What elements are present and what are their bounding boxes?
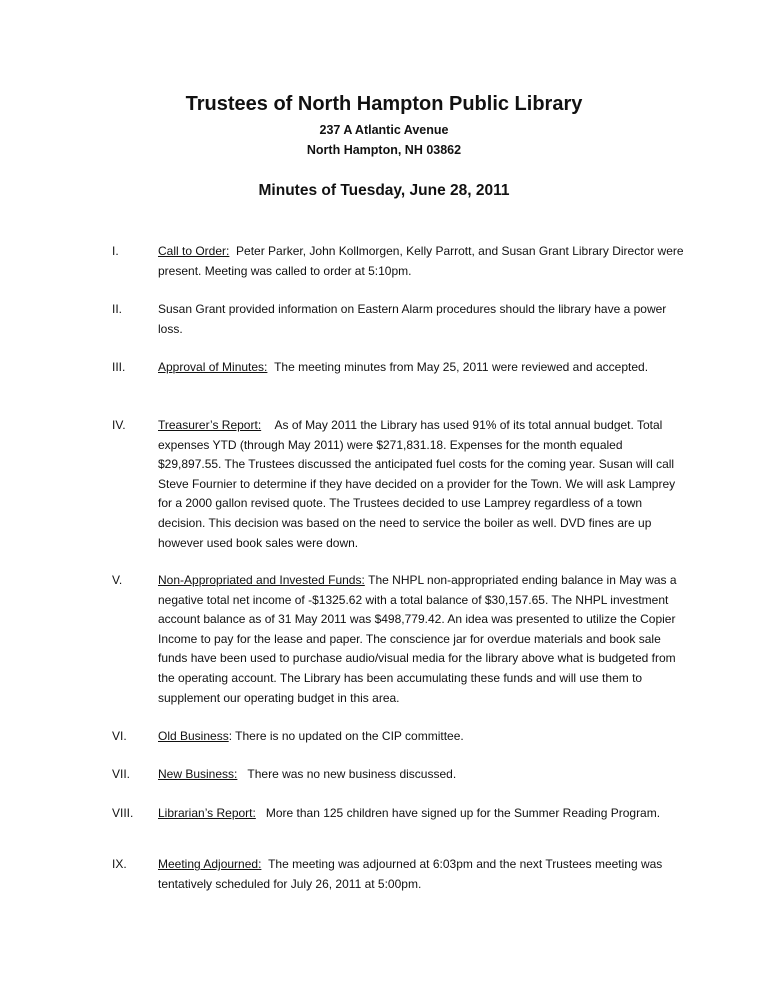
address-line-1: 237 A Atlantic Avenue (319, 123, 449, 137)
item-heading: Librarian’s Report: (158, 806, 256, 820)
item-heading: Non-Appropriated and Invested Funds: (158, 573, 365, 587)
item-numeral: VII. (112, 767, 131, 781)
item-body (158, 300, 688, 339)
item-text: There was no new business discussed. (247, 767, 457, 781)
item-numeral: VIII. (112, 806, 134, 820)
item-text: The meeting was adjourned at 6:03pm and the next Trustees meeting was tentatively scheduled for July 26, 2011 at 5:00pm. (158, 857, 663, 891)
item-heading: Old Business (158, 729, 229, 743)
item-body (158, 358, 688, 378)
item-text: Susan Grant provided information on Eastern Alarm procedures should the library have a power loss. (158, 302, 667, 336)
item-text: As of May 2011 the Library has used 91% of its total annual budget. Total expenses YTD (through May 2011) were $271,831.18. Expenses for the month equaled $29,897.55. The Trustees discussed the anticipated fuel costs for the coming year. Susan will call Steve Fournier to determine if they have decided on a provider for the Town. We will ask Lamprey for a 2000 gallon revised quote. The Trustees decided to use Lamprey regardless of a town decision. This decision was based on the need to service the boiler as well. DVD fines are up however used book sales were down. (158, 418, 676, 550)
minutes-title: Minutes of Tuesday, June 28, 2011 (258, 182, 510, 199)
item-heading: Call to Order: (158, 244, 230, 258)
item-body (158, 571, 688, 708)
item-heading: New Business: (158, 767, 238, 781)
document-title: Trustees of North Hampton Public Library (185, 93, 583, 115)
item-body (158, 416, 688, 553)
item-body (158, 855, 688, 894)
item-body (158, 804, 688, 824)
item-numeral: I. (112, 244, 119, 258)
item-numeral: III. (112, 360, 126, 374)
item-text: The meeting minutes from May 25, 2011 were reviewed and accepted. (274, 360, 649, 374)
item-heading: Approval of Minutes: (158, 360, 268, 374)
item-numeral: IX. (112, 857, 127, 871)
item-text: Peter Parker, John Kollmorgen, Kelly Parrott, and Susan Grant Library Director were present. Meeting was called to order at 5:10pm. (158, 244, 684, 278)
item-text: More than 125 children have signed up for the Summer Reading Program. (265, 806, 661, 820)
item-heading: Meeting Adjourned: (158, 857, 262, 871)
item-body (158, 242, 688, 281)
item-numeral: VI. (112, 729, 127, 743)
item-body (158, 765, 688, 785)
item-text: The NHPL non-appropriated ending balance in May was a negative total net income of -$1325.62 with a total balance of $30,157.65. The NHPL investment account balance as of 31 May 2011 was $498,779.42. An idea was presented to utilize the Copier Income to pay for the lease and paper. The conscience jar for overdue materials and book sale funds have been used to purchase audio/visual media for the library above what is budgeted from the operating account. The Library has been accumulating these funds and will use them to supplement our operating budget in this area. (158, 573, 677, 705)
item-numeral: IV. (112, 418, 126, 432)
item-text: : There is no updated on the CIP committee. (228, 729, 464, 743)
item-heading: Treasurer’s Report: (158, 418, 262, 432)
item-numeral: II. (112, 302, 123, 316)
item-numeral: V. (112, 573, 123, 587)
item-body (158, 727, 688, 747)
address-line-2: North Hampton, NH 03862 (306, 143, 462, 157)
